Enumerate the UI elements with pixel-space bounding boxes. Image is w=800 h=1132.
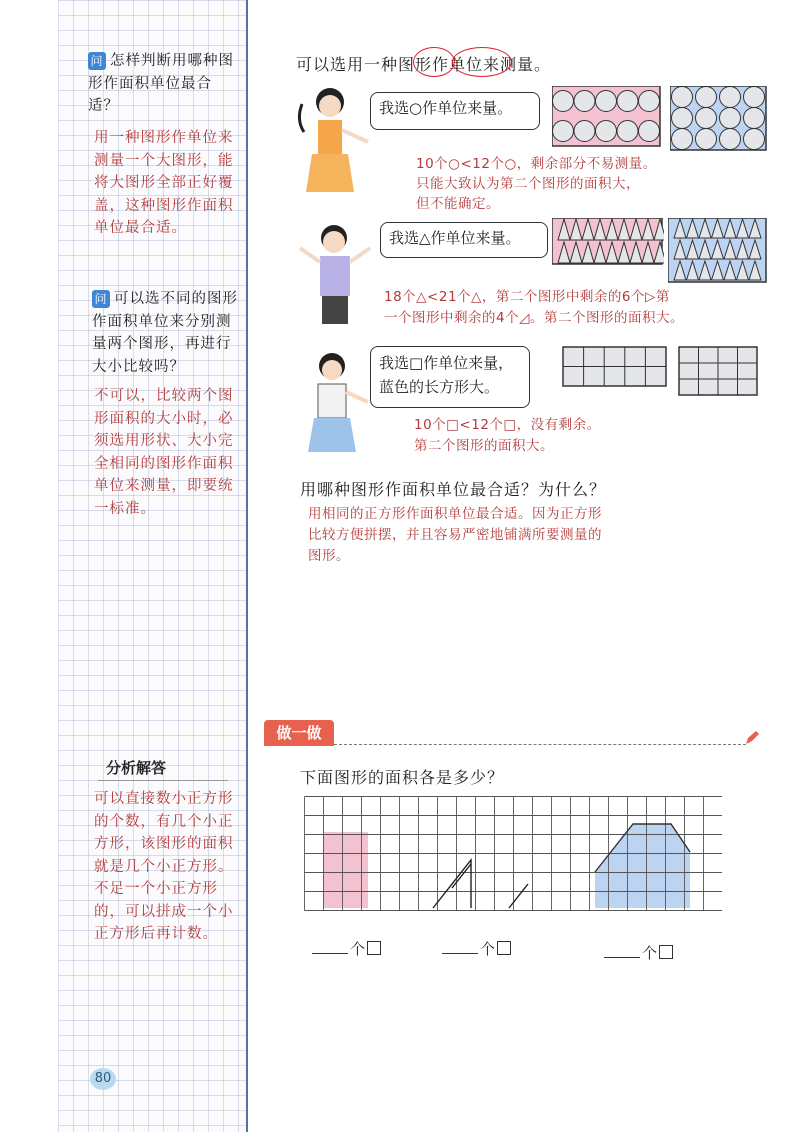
unit-circle (696, 129, 717, 150)
shape-b-parallelogram-left (433, 860, 471, 908)
square-bubble-line-2: 蓝色的长方形大。 (379, 378, 500, 396)
answer-slot-3[interactable]: 个 (604, 942, 673, 963)
sidebar-answer-2: 不可以，比较两个图形面积的大小时，必须选用形状、大小完全相同的图形作面积单位来测量，即要统一标准。 (94, 388, 234, 517)
circle-grid-shape-1 (552, 86, 662, 148)
unit-circle (744, 108, 765, 129)
exercise-tag: 做一做 (264, 720, 334, 746)
square-grid-shape-1 (562, 346, 668, 388)
unit-circle (696, 108, 717, 129)
answer-blank[interactable] (312, 953, 348, 954)
square-grid-shape-2 (678, 346, 760, 398)
unit-circle (720, 108, 741, 129)
summary-answer-2: 比较方便拼摆，并且容易严密地铺满所要测量的 (308, 527, 602, 543)
summary-answer-1: 用相同的正方形作面积单位最合适。因为正方形 (308, 506, 602, 522)
answer-slot-2[interactable]: 个 (442, 938, 511, 959)
sidebar-divider (246, 0, 248, 1132)
triangle-note-2: 一个图形中剩余的4个◿。第二个图形的面积大。 (384, 310, 684, 326)
answer-slot-1[interactable]: 个 (312, 938, 381, 959)
boy-illustration (292, 218, 382, 328)
answer-blank[interactable] (442, 953, 478, 954)
girl-illustration (290, 80, 380, 200)
unit-circle (596, 121, 617, 142)
analysis-divider (98, 780, 228, 781)
exercise-divider (334, 744, 746, 745)
square-note-2: 第二个图形的面积大。 (414, 438, 554, 454)
page-margin (0, 0, 58, 1132)
unit-circle (596, 91, 617, 112)
exercise-grid (304, 796, 722, 928)
speech-bubble-square (370, 346, 530, 408)
unit-circle (617, 91, 638, 112)
question-badge: 问 (88, 52, 106, 70)
unit-circle (696, 87, 717, 108)
shape-c-house (595, 824, 690, 908)
unit-square-icon (367, 941, 381, 955)
circle-note-3: 但不能确定。 (416, 196, 500, 212)
unit-circle (574, 121, 595, 142)
highlight-circle (413, 47, 455, 77)
triangle-grid-shape-1 (552, 218, 664, 266)
triangle-note-1: 18个△<21个△，第二个图形中剩余的6个▷第 (384, 289, 670, 305)
unit-circle (639, 121, 660, 142)
analysis-text: 可以直接数小正方形的个数，有几个小正方形，该图形的面积就是几个小正方形。不足一个小正方形的，可以拼成一个小正方形后再计数。 (94, 791, 234, 942)
square-bubble-line-1: 我选□作单位来量， (379, 354, 514, 372)
unit-circle (720, 87, 741, 108)
answer-blank[interactable] (604, 957, 640, 958)
intro-text: 可以选用一种图形作单位来测量。 (296, 55, 552, 74)
unit-circle (744, 129, 765, 150)
pencil-icon (744, 730, 760, 746)
unit-circle (553, 91, 574, 112)
circle-note-2: 只能大致认为第二个图形的面积大， (416, 176, 640, 192)
triangle-grid-shape-2 (668, 218, 768, 284)
unit-circle (672, 87, 693, 108)
speech-bubble-circle: 我选○作单位来量。 (370, 92, 540, 130)
exercise-prompt: 下面图形的面积各是多少？ (300, 768, 505, 787)
question-badge: 问 (92, 290, 110, 308)
unit-circle (617, 121, 638, 142)
unit-square-icon (497, 941, 511, 955)
sidebar-answer-1: 用一种图形作单位来测量一个大图形，能将大图形全部正好覆盖，这种图形作面积单位最合适。 (94, 130, 234, 236)
square-note-1: 10个□<12个□，没有剩余。 (414, 417, 601, 433)
page-number: 80 (90, 1068, 116, 1090)
highlight-circle (452, 47, 512, 77)
girl-2-illustration (292, 348, 372, 458)
unit-circle (672, 108, 693, 129)
circle-grid-shape-2 (670, 86, 768, 152)
summary-answer-3: 图形。 (308, 548, 350, 564)
sidebar-question-1: 问 怎样判断用哪种图形作面积单位最合适？ (88, 53, 234, 114)
unit-circle (744, 87, 765, 108)
speech-bubble-triangle: 我选△作单位来量。 (380, 222, 548, 258)
circle-note-1: 10个○<12个○，剩余部分不易测量。 (416, 156, 657, 172)
summary-question: 用哪种图形作面积单位最合适？为什么？ (300, 480, 607, 499)
unit-square-icon (659, 945, 673, 959)
unit-circle (672, 129, 693, 150)
unit-circle (553, 121, 574, 142)
unit-circle (639, 91, 660, 112)
unit-circle (720, 129, 741, 150)
analysis-title: 分析解答 (106, 759, 167, 777)
unit-circle (574, 91, 595, 112)
sidebar-question-2: 问 可以选不同的图形作面积单位来分别测量两个图形，再进行大小比较吗？ (92, 291, 238, 375)
